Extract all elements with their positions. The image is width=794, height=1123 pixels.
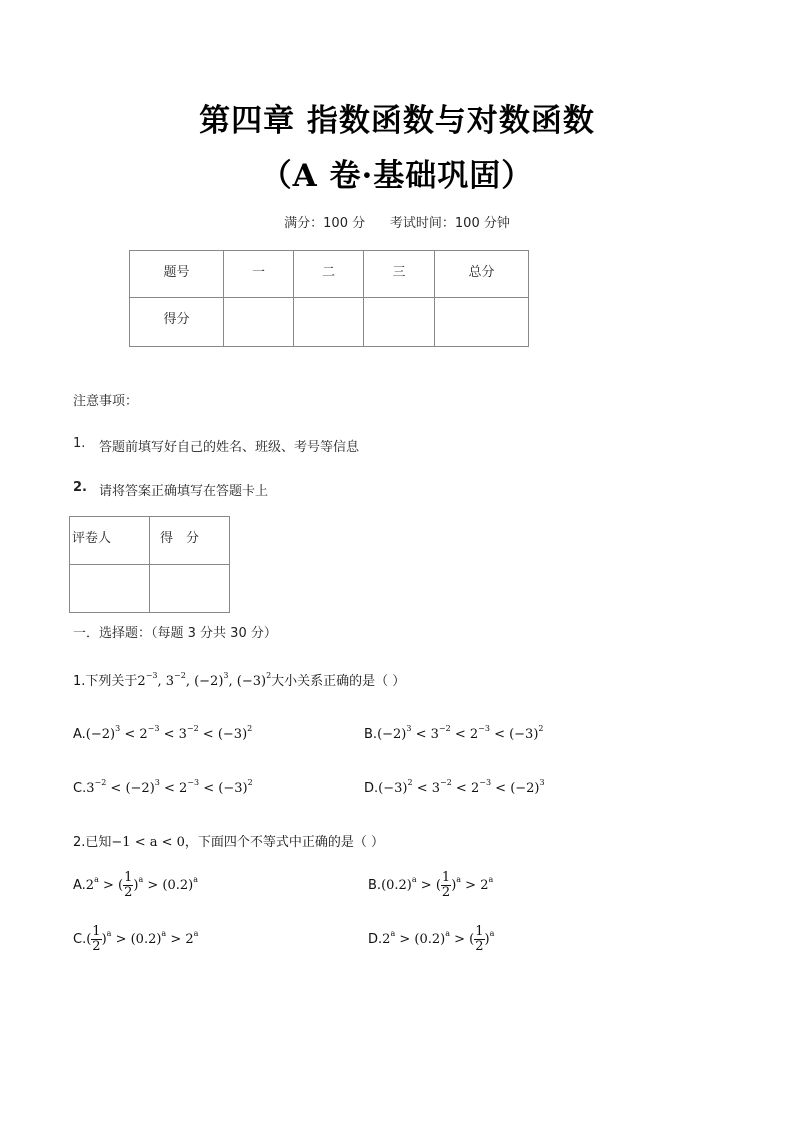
- q2-option-d-label: D.: [368, 932, 383, 947]
- option-c-label: C.: [73, 781, 87, 796]
- question-2-option-d[interactable]: [368, 925, 494, 954]
- grader-table-header-row: [70, 517, 230, 565]
- question-1-option-d[interactable]: [364, 778, 545, 796]
- header-cell-part-1: 一: [224, 251, 294, 298]
- option-d-label: D.: [364, 781, 379, 796]
- question-1-option-b[interactable]: [364, 724, 544, 742]
- question-2-prefix: 2.已知: [73, 835, 112, 850]
- score-row-label: 得分: [130, 298, 224, 347]
- grader-label: 评卷人: [70, 517, 150, 565]
- q2-option-c-label: C.: [73, 932, 87, 947]
- q2-option-b-expression: $(0.2)^a$ > ( $\frac{1}{2}$ )$^a > 2^a$: [381, 870, 494, 900]
- score-cell-part-1[interactable]: [224, 298, 294, 347]
- question-1-prefix: 1.下列关于: [73, 674, 138, 689]
- score-cell-total[interactable]: [435, 298, 529, 347]
- score-table: [129, 250, 529, 347]
- score-table-header-row: [130, 251, 529, 298]
- question-1-expressions: $2^{-3}$, $3^{-2}$, $(-2)^3$, $(-3)^2$: [137, 671, 272, 689]
- question-2-stem: [73, 831, 384, 850]
- note-item-2-text: 请将答案正确填写在答题卡上: [99, 484, 269, 499]
- fraction-one-half: $\frac{1}{2}$: [475, 924, 484, 954]
- question-1-suffix: 大小关系正确的是（ ）: [271, 674, 406, 689]
- q2-option-b-label: B.: [368, 878, 382, 893]
- note-item-2-number: 2.: [73, 480, 87, 495]
- page-title: 第四章 指数函数与对数函数: [199, 103, 595, 139]
- grader-score-label: 得 分: [150, 517, 230, 565]
- header-cell-part-3: 三: [364, 251, 435, 298]
- grader-score-cell[interactable]: [150, 565, 230, 613]
- note-item-1-number: 1.: [73, 436, 86, 451]
- score-table-score-row: [130, 298, 529, 347]
- header-cell-part-2: 二: [294, 251, 364, 298]
- page-subtitle: （A 卷·基础巩固）: [260, 158, 534, 194]
- fraction-one-half: $\frac{1}{2}$: [441, 870, 451, 900]
- grader-table: [69, 516, 230, 613]
- note-item-1-text: 答题前填写好自己的姓名、班级、考号等信息: [99, 440, 360, 455]
- option-d-expression: $(-3)^2 < 3^{-2} < 2^{-3} < (-2)^3$: [378, 778, 545, 796]
- score-cell-part-3[interactable]: [364, 298, 435, 347]
- question-2-condition: −1 < a < 0: [111, 835, 185, 850]
- exam-info: 满分：100 分 考试时间：100 分钟: [284, 216, 510, 231]
- question-1-option-a[interactable]: [73, 724, 253, 742]
- header-cell-question-no: 题号: [130, 251, 224, 298]
- q2-option-a-expression: $2^a$ > ( $\frac{1}{2}$ )$^a > (0.2)^a$: [85, 870, 198, 900]
- question-1-option-c[interactable]: [73, 778, 253, 796]
- q2-option-d-expression: $2^a > (0.2)^a$ > ( $\frac{1}{2}$ )$^a$: [382, 924, 495, 954]
- option-b-expression: $(-2)^3 < 3^{-2} < 2^{-3} < (-3)^2$: [377, 724, 544, 742]
- question-2-option-c[interactable]: [73, 925, 198, 954]
- score-cell-part-2[interactable]: [294, 298, 364, 347]
- question-2-option-b[interactable]: [368, 871, 493, 900]
- option-c-expression: $3^{-2} < (-2)^3 < 2^{-3} < (-3)^2$: [86, 778, 253, 796]
- question-2-suffix: ，下面四个不等式中正确的是（ ）: [184, 835, 385, 850]
- option-a-label: A.: [73, 727, 86, 742]
- section-title: 一．选择题：（每题 3 分共 30 分）: [73, 626, 277, 641]
- q2-option-c-expression: ( $\frac{1}{2}$ )$^a > (0.2)^a > 2^a$: [86, 924, 199, 954]
- grader-name-cell[interactable]: [70, 565, 150, 613]
- fraction-one-half: $\frac{1}{2}$: [92, 924, 101, 954]
- question-2-option-a[interactable]: [73, 871, 198, 900]
- header-cell-total: 总分: [435, 251, 529, 298]
- q2-option-a-label: A.: [73, 878, 86, 893]
- grader-table-input-row: [70, 565, 230, 613]
- option-b-label: B.: [364, 727, 378, 742]
- question-1-stem: [73, 670, 405, 689]
- option-a-expression: $(-2)^3 < 2^{-3} < 3^{-2} < (-3)^2$: [85, 724, 253, 742]
- fraction-one-half: $\frac{1}{2}$: [124, 870, 133, 900]
- notes-heading: 注意事项：: [73, 394, 139, 409]
